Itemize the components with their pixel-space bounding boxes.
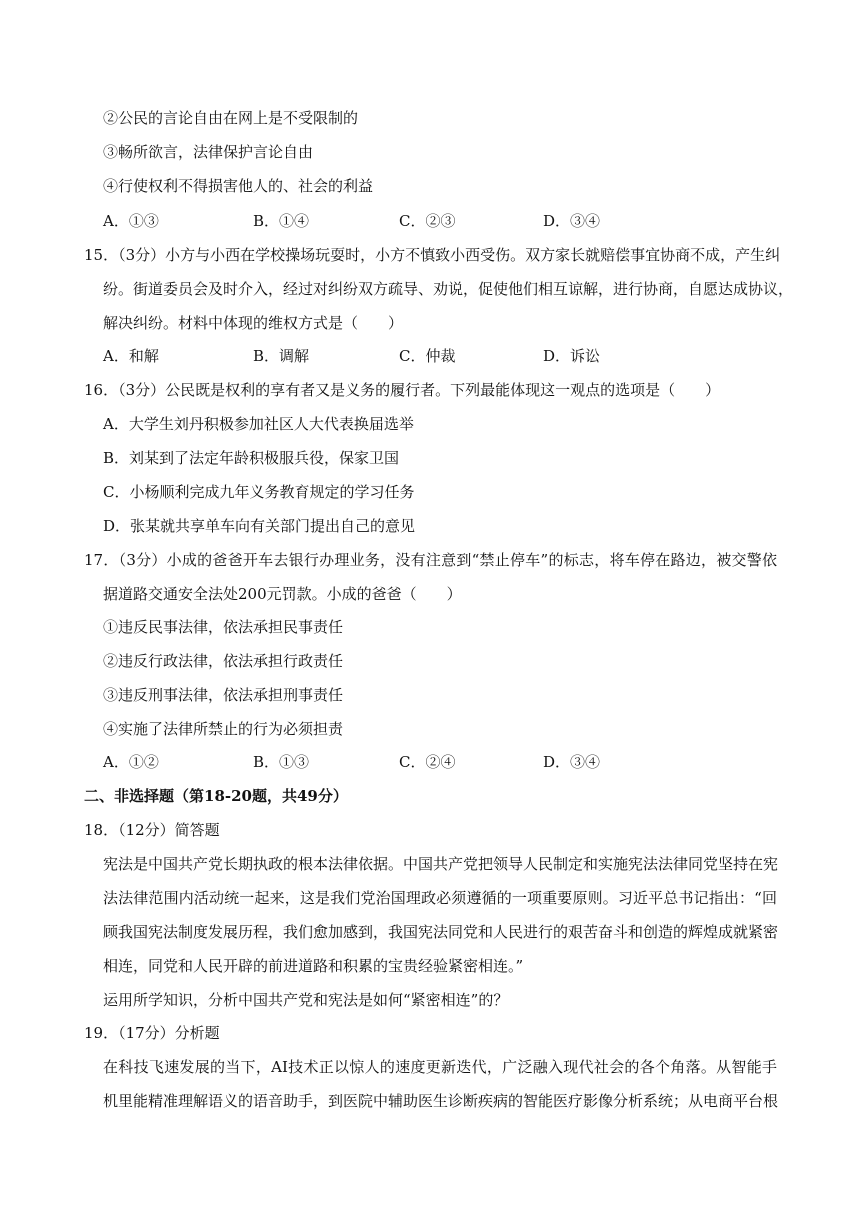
q18-paragraph-line-2: 法法律范围内活动统一起来，这是我们党治国理政必须遵循的一项重要原则。习近平总书记指出：“回 xyxy=(103,889,777,907)
q15-stem-line-2: 纷。街道委员会及时介入，经过对纠纷双方疏导、劝说，促使他们相互谅解，进行协商，自愿达成协议， xyxy=(103,280,794,298)
q18-stem: 18．（12分）简答题 xyxy=(84,821,220,839)
q17-stem-line-1: 17．（3分）小成的爸爸开车去银行办理业务，没有注意到“禁止停车”的标志，将车停在路边，被交警依 xyxy=(84,551,777,569)
section-heading: 二、非选择题（第18-20题，共49分） xyxy=(84,787,348,805)
q17-statement-4: ④实施了法律所禁止的行为必须担责 xyxy=(103,720,344,738)
q16-option-c[interactable]: C．小杨顺利完成九年义务教育规定的学习任务 xyxy=(103,483,415,501)
q17-option-a[interactable]: A．①② xyxy=(103,753,159,771)
q15-option-b[interactable]: B．调解 xyxy=(253,347,310,365)
q15-stem-line-1: 15．（3分）小方与小西在学校操场玩耍时，小方不慎致小西受伤。双方家长就赔偿事宜协商不成，产生纠 xyxy=(84,246,781,264)
q15-option-d[interactable]: D．诉讼 xyxy=(543,347,601,365)
q14-statement-2: ②公民的言论自由在网上是不受限制的 xyxy=(103,109,359,127)
q15-option-a[interactable]: A．和解 xyxy=(103,347,159,365)
q17-stem-line-2: 据道路交通安全法处200元罚款。小成的爸爸（ ） xyxy=(103,585,462,603)
q14-option-a[interactable]: A．①③ xyxy=(103,212,159,230)
q16-stem: 16．（3分）公民既是权利的享有者又是义务的履行者。下列最能体现这一观点的选项是（ ） xyxy=(84,381,721,399)
q18-paragraph-line-4: 相连，同党和人民开辟的前进道路和积累的宝贵经验紧密相连。” xyxy=(103,957,524,975)
q16-option-a[interactable]: A．大学生刘丹积极参加社区人大代表换届选举 xyxy=(103,415,414,433)
q17-option-b[interactable]: B．①③ xyxy=(253,753,310,771)
q15-stem-line-3: 解决纠纷。材料中体现的维权方式是（ ） xyxy=(103,314,404,332)
q14-statement-4: ④行使权利不得损害他人的、社会的利益 xyxy=(103,177,374,195)
q17-option-c[interactable]: C．②④ xyxy=(399,753,456,771)
q17-statement-3: ③违反刑事法律，依法承担刑事责任 xyxy=(103,686,344,704)
q18-question: 运用所学知识，分析中国共产党和宪法是如何“紧密相连”的？ xyxy=(103,991,509,1009)
q14-option-c[interactable]: C．②③ xyxy=(399,212,456,230)
q18-paragraph-line-1: 宪法是中国共产党长期执政的根本法律依据。中国共产党把领导人民制定和实施宪法法律同党坚持在宪 xyxy=(103,855,779,873)
q19-stem: 19．（17分）分析题 xyxy=(84,1024,220,1042)
q16-option-d[interactable]: D．张某就共享单车向有关部门提出自己的意见 xyxy=(103,517,416,535)
q19-paragraph-line-1: 在科技飞速发展的当下，AI技术正以惊人的速度更新迭代，广泛融入现代社会的各个角落。从智能手 xyxy=(103,1058,777,1076)
q14-option-b[interactable]: B．①④ xyxy=(253,212,310,230)
q15-option-c[interactable]: C．仲裁 xyxy=(399,347,456,365)
q14-option-d[interactable]: D．③④ xyxy=(543,212,601,230)
q17-statement-2: ②违反行政法律，依法承担行政责任 xyxy=(103,652,344,670)
q17-statement-1: ①违反民事法律，依法承担民事责任 xyxy=(103,618,344,636)
q14-statement-3: ③畅所欲言，法律保护言论自由 xyxy=(103,143,314,161)
q18-paragraph-line-3: 顾我国宪法制度发展历程，我们愈加感到，我国宪法同党和人民进行的艰苦奋斗和创造的辉煌成就紧密 xyxy=(103,923,779,941)
q16-option-b[interactable]: B．刘某到了法定年龄积极服兵役，保家卫国 xyxy=(103,449,400,467)
q17-option-d[interactable]: D．③④ xyxy=(543,753,601,771)
q19-paragraph-line-2: 机里能精准理解语义的语音助手，到医院中辅助医生诊断疾病的智能医疗影像分析系统；从电商平台根 xyxy=(103,1092,779,1110)
